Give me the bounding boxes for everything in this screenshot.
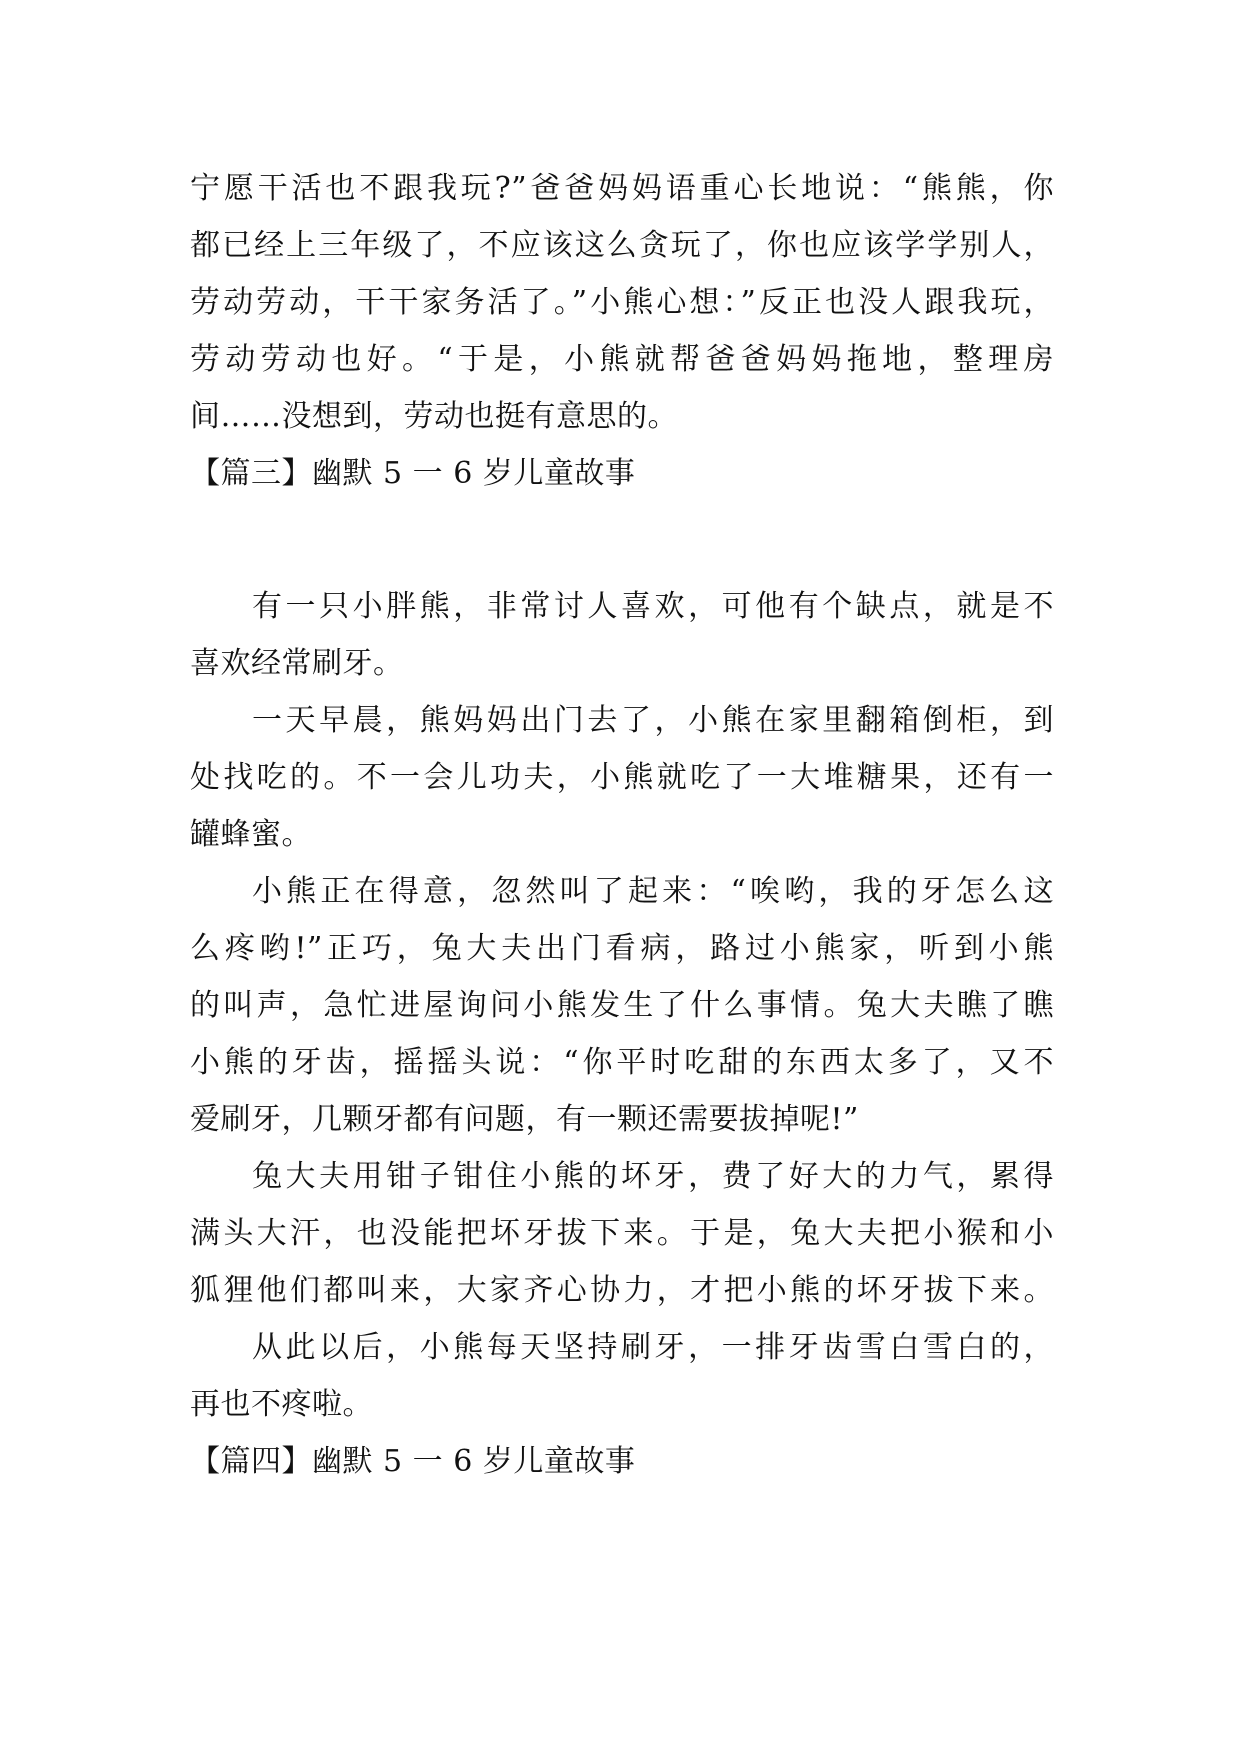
- paragraph: [190, 1148, 1054, 1319]
- text-line: 都已经上三年级了，不应该这么贪玩了，你也应该学学别人，: [190, 228, 1054, 263]
- text-line: 劳动劳动也好。“于是，小熊就帮爸爸妈妈拖地，整理房: [190, 342, 1054, 377]
- text-line: 处找吃的。不一会儿功夫，小熊就吃了一大堆糖果，还有一: [190, 760, 1054, 795]
- paragraph: [190, 1319, 1054, 1433]
- text-line: 有一只小胖熊，非常讨人喜欢，可他有个缺点，就是不: [252, 589, 1054, 624]
- text-line: 兔大夫用钳子钳住小熊的坏牙，费了好大的力气，累得: [252, 1159, 1054, 1194]
- text-line: 狐狸他们都叫来，大家齐心协力，才把小熊的坏牙拔下来。: [190, 1273, 1054, 1308]
- text-line: 小熊正在得意，忽然叫了起来：“唉哟，我的牙怎么这: [252, 874, 1054, 909]
- document-body: [190, 160, 1054, 1490]
- text-line: 喜欢经常刷牙。: [190, 646, 404, 681]
- text-line: 么疼哟!”正巧，兔大夫出门看病，路过小熊家，听到小熊: [190, 931, 1054, 966]
- text-line: 劳动劳动，干干家务活了。”小熊心想：”反正也没人跟我玩，: [190, 285, 1054, 320]
- text-line: 宁愿干活也不跟我玩?”爸爸妈妈语重心长地说：“熊熊，你: [190, 171, 1054, 206]
- paragraph: [190, 578, 1054, 692]
- text-line: 的叫声，急忙进屋询问小熊发生了什么事情。兔大夫瞧了瞧: [190, 988, 1054, 1023]
- paragraph: [190, 692, 1054, 863]
- text-line: 满头大汗，也没能把坏牙拔下来。于是，兔大夫把小猴和小: [190, 1216, 1054, 1251]
- text-line: 爱刷牙，几颗牙都有问题，有一颗还需要拔掉呢!”: [190, 1102, 859, 1137]
- paragraph-continued: [190, 160, 1054, 445]
- paragraph: [190, 863, 1054, 1148]
- text-line: 一天早晨，熊妈妈出门去了，小熊在家里翻箱倒柜，到: [252, 703, 1054, 738]
- text-line: 小熊的牙齿，摇摇头说：“你平时吃甜的东西太多了，又不: [190, 1045, 1054, 1080]
- spacer: [190, 502, 1054, 578]
- section-heading-3: 【篇三】幽默 5 一 6 岁儿童故事: [190, 456, 636, 491]
- section-heading-4: 【篇四】幽默 5 一 6 岁儿童故事: [190, 1444, 636, 1479]
- text-line: 再也不疼啦。: [190, 1387, 373, 1422]
- text-line: 罐蜂蜜。: [190, 817, 312, 852]
- text-line: 从此以后，小熊每天坚持刷牙，一排牙齿雪白雪白的，: [252, 1330, 1054, 1365]
- text-line: 间……没想到，劳动也挺有意思的。: [190, 399, 678, 434]
